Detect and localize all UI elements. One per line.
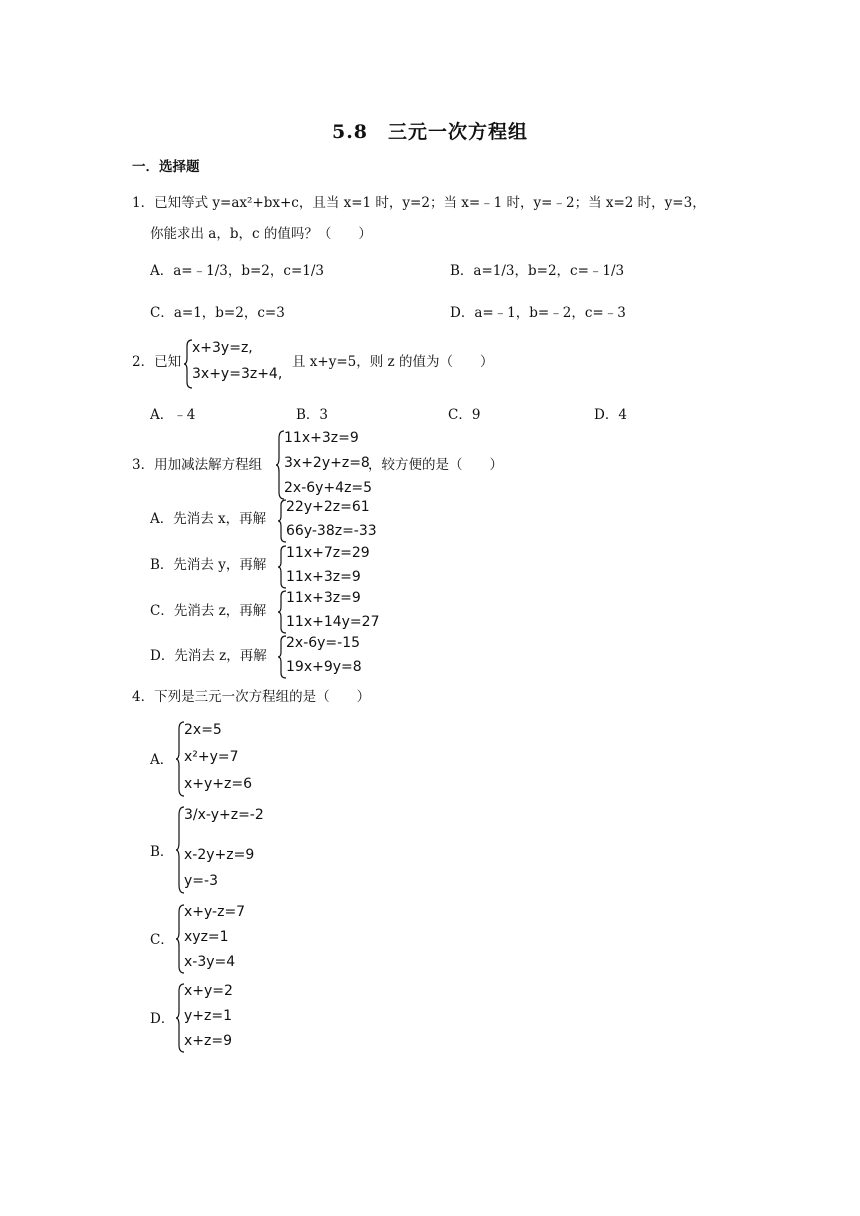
q1-option-c: C．a=1，b=2，c=3 (150, 305, 285, 321)
q2-prefix: 2．已知 (132, 354, 182, 370)
q2-eq1: x+3y=z, (192, 340, 253, 356)
q2-option-d: D．4 (594, 407, 627, 423)
q3-d-eq1: 2x-6y=-15 (286, 635, 361, 651)
q3-option-b: B．先消去 y，再解 (150, 557, 267, 573)
q4-a-eq2: x²+y=7 (184, 749, 239, 765)
q4-d-eq2: y+z=1 (184, 1008, 233, 1024)
q4-b-eq2: x-2y+z=9 (184, 847, 255, 863)
q4-stem: 4．下列是三元一次方程组的是（ ） (132, 689, 371, 705)
q3-a-eq1: 22y+2z=61 (286, 499, 370, 515)
q3-option-d: D．先消去 z，再解 (150, 648, 267, 664)
q4-option-d-label: D． (150, 1011, 175, 1027)
q4-b-eq3: y=-3 (184, 873, 218, 889)
q3-option-c: C．先消去 z，再解 (150, 603, 267, 619)
q4-b-eq1: 3/x-y+z=-2 (184, 807, 264, 823)
section-heading: 一．选择题 (132, 159, 200, 175)
q4-c-eq1: x+y-z=7 (184, 904, 246, 920)
q3-suffix: ，较方便的是（ ） (368, 457, 503, 473)
q3-c-eq2: 11x+14y=27 (286, 614, 380, 630)
q3-option-a: A．先消去 x，再解 (150, 511, 267, 527)
q3-eq2: 3x+2y+z=8 (284, 455, 370, 471)
q2-suffix: 且 x+y=5，则 z 的值为（ ） (292, 354, 494, 370)
q3-option-c-system (278, 589, 398, 635)
q2-eq2: 3x+y=3z+4, (192, 366, 283, 382)
q1-option-d: D．a=﹣1，b=﹣2，c=﹣3 (450, 305, 626, 321)
q4-option-b-system (176, 805, 296, 895)
q2-option-b: B．3 (296, 407, 329, 423)
q4-option-b-label: B． (150, 844, 174, 860)
q3-option-b-system (278, 544, 398, 590)
q4-c-eq3: x-3y=4 (184, 954, 236, 970)
q1-option-b: B．a=1/3，b=2，c=﹣1/3 (450, 263, 625, 279)
q4-d-eq3: x+z=9 (184, 1033, 233, 1049)
q3-prefix: 3．用加减法解方程组 (132, 457, 263, 473)
q1-option-a: A．a=﹣1/3，b=2，c=1/3 (150, 263, 324, 279)
q3-d-eq2: 19x+9y=8 (286, 659, 362, 675)
q3-b-eq2: 11x+3z=9 (286, 569, 361, 585)
q3-option-d-system (278, 634, 398, 680)
q1-stem-line1: 1．已知等式 y=ax²+bx+c，且当 x=1 时，y=2；当 x=﹣1 时，y=﹣2；当 x=2 时，y=3， (132, 195, 706, 211)
q4-option-d-system (176, 982, 286, 1054)
q4-c-eq2: xyz=1 (184, 929, 229, 945)
q3-c-eq1: 11x+3z=9 (286, 590, 361, 606)
q4-a-eq1: 2x=5 (184, 722, 222, 738)
q4-a-eq3: x+y+z=6 (184, 776, 253, 792)
q3-option-a-system (278, 498, 398, 544)
q3-b-eq1: 11x+7z=29 (286, 545, 370, 561)
q4-option-a-system (176, 720, 286, 798)
q4-option-a-label: A． (150, 752, 174, 768)
q1-stem-line2: 你能求出 a，b，c 的值吗？（ ） (150, 226, 372, 242)
q3-eq3: 2x-6y+4z=5 (284, 480, 373, 496)
q2-option-a: A．﹣4 (150, 407, 196, 423)
q3-eq1: 11x+3z=9 (284, 430, 359, 446)
q2-option-c: C．9 (448, 407, 481, 423)
q3-a-eq2: 66y-38z=-33 (286, 523, 377, 539)
q2-equation-system (184, 338, 304, 390)
q4-option-c-label: C． (150, 932, 174, 948)
page-title: 5.8 三元一次方程组 (331, 121, 529, 143)
q4-d-eq1: x+y=2 (184, 983, 233, 999)
q4-option-c-system (176, 903, 286, 975)
